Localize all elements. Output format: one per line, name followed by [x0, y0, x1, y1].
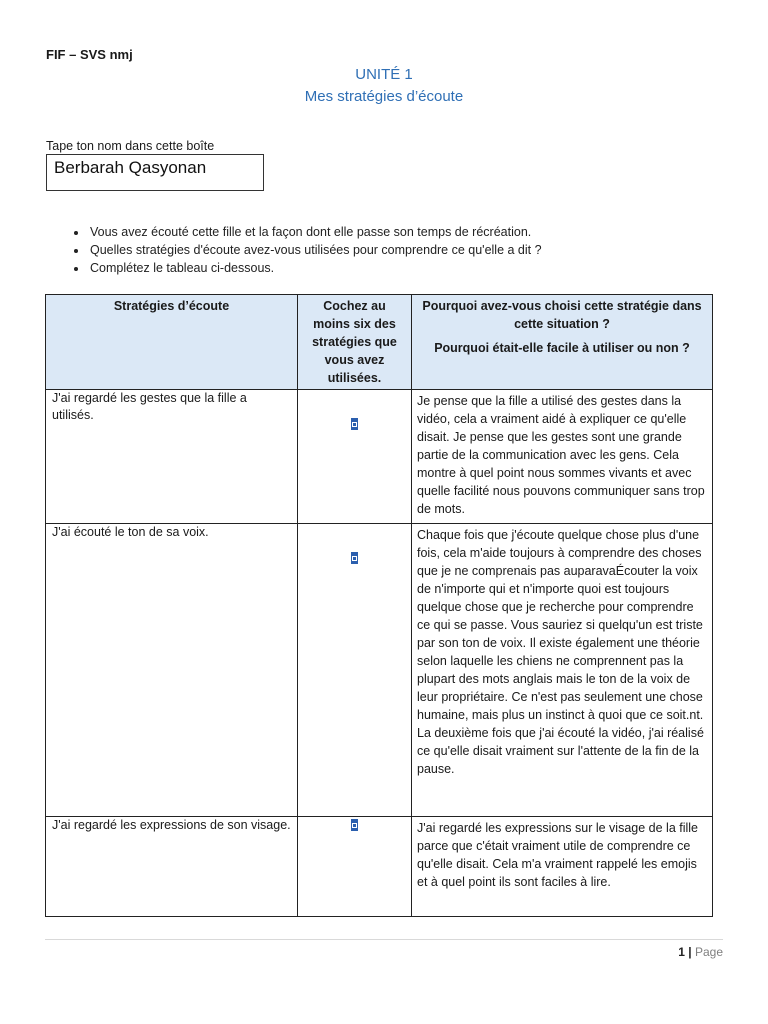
page-number: 1	[678, 945, 685, 959]
document-header-label: FIF – SVS nmj	[46, 47, 133, 62]
title-block	[0, 64, 768, 108]
name-input-value[interactable]: Berbarah Qasyonan	[54, 158, 207, 177]
page-separator: |	[688, 945, 692, 959]
header-strategies: Stratégies d’écoute	[46, 295, 298, 390]
strategy-cell: J'ai regardé les expressions de son visage.	[46, 817, 298, 917]
instruction-item: • Vous avez écouté cette fille et la façon dont elle passe son temps de récréation.	[88, 223, 542, 241]
reason-cell[interactable]: Chaque fois que j'écoute quelque chose plus d'une fois, cela m'aide toujours à comprendre des choses que je ne comprenais pas auparavaÉcouter la voix de n'importe qui et n'importe quoi est toujours quelque chose que je recherche pour comprendre ce qui se passe. Vous sauriez si quelqu'un est triste par son ton de voix. Il existe également une théorie selon laquelle les chiens ne comprennent pas la plupart des mots anglais mais le ton de la voix de leur propriétaire. Ce n'est pas seulement une chose humaine, mais plus un instinct à quoi que ce soit.nt. La deuxième fois que j'ai écouté la vidéo, j'ai réalisé ce qu'elle disait vraiment sur l'attente de la fin de la pause.	[412, 524, 713, 817]
checkbox-checked-icon[interactable]	[351, 552, 358, 564]
footer-divider	[45, 939, 723, 940]
page-footer	[678, 945, 723, 959]
name-input-box[interactable]	[46, 154, 264, 191]
check-cell[interactable]	[298, 817, 412, 917]
checkbox-checked-icon[interactable]	[351, 819, 358, 831]
page-subtitle: Mes stratégies d’écoute	[304, 88, 464, 105]
strategy-cell: J'ai écouté le ton de sa voix.	[46, 524, 298, 817]
header-reason-line1: Pourquoi avez-vous choisi cette stratégie dans cette situation ?	[422, 299, 702, 331]
name-field-label: Tape ton nom dans cette boîte	[46, 139, 215, 153]
header-check: Cochez au moins six des stratégies que vous avez utilisées.	[298, 295, 412, 390]
strategy-cell: J'ai regardé les gestes que la fille a utilisés.	[46, 390, 298, 524]
table-row	[46, 524, 713, 817]
check-cell[interactable]	[298, 524, 412, 817]
strategies-table	[45, 294, 713, 917]
page-label: Page	[694, 945, 723, 959]
check-cell[interactable]	[298, 390, 412, 524]
reason-cell[interactable]: J'ai regardé les expressions sur le visage de la fille parce que c'était vraiment utile de comprendre ce qu'elle disait. Cela m'a vraiment rappelé les emojis et à quel point ils sont faciles à lire.	[412, 817, 713, 917]
unit-title: UNITÉ 1	[355, 66, 413, 83]
header-reason	[412, 295, 713, 390]
table-row	[46, 817, 713, 917]
table-row	[46, 390, 713, 524]
instruction-item: • Complétez le tableau ci-dessous.	[88, 259, 542, 277]
header-reason-line2: Pourquoi était-elle facile à utiliser ou non ?	[434, 341, 690, 355]
table-header-row	[46, 295, 713, 390]
instruction-list	[66, 223, 542, 277]
instruction-item: • Quelles stratégies d'écoute avez-vous utilisées pour comprendre ce qu'elle a dit ?	[88, 241, 542, 259]
checkbox-checked-icon[interactable]	[351, 418, 358, 430]
reason-cell[interactable]: Je pense que la fille a utilisé des gestes dans la vidéo, cela a vraiment aidé à expliquer ce qu'elle disait. Je pense que les gestes sont une grande partie de la communication avec les gens. Cela montre à quel point nous sommes vivants et avec quelle facilité nous pouvons communiquer sans trop de mots.	[412, 390, 713, 524]
